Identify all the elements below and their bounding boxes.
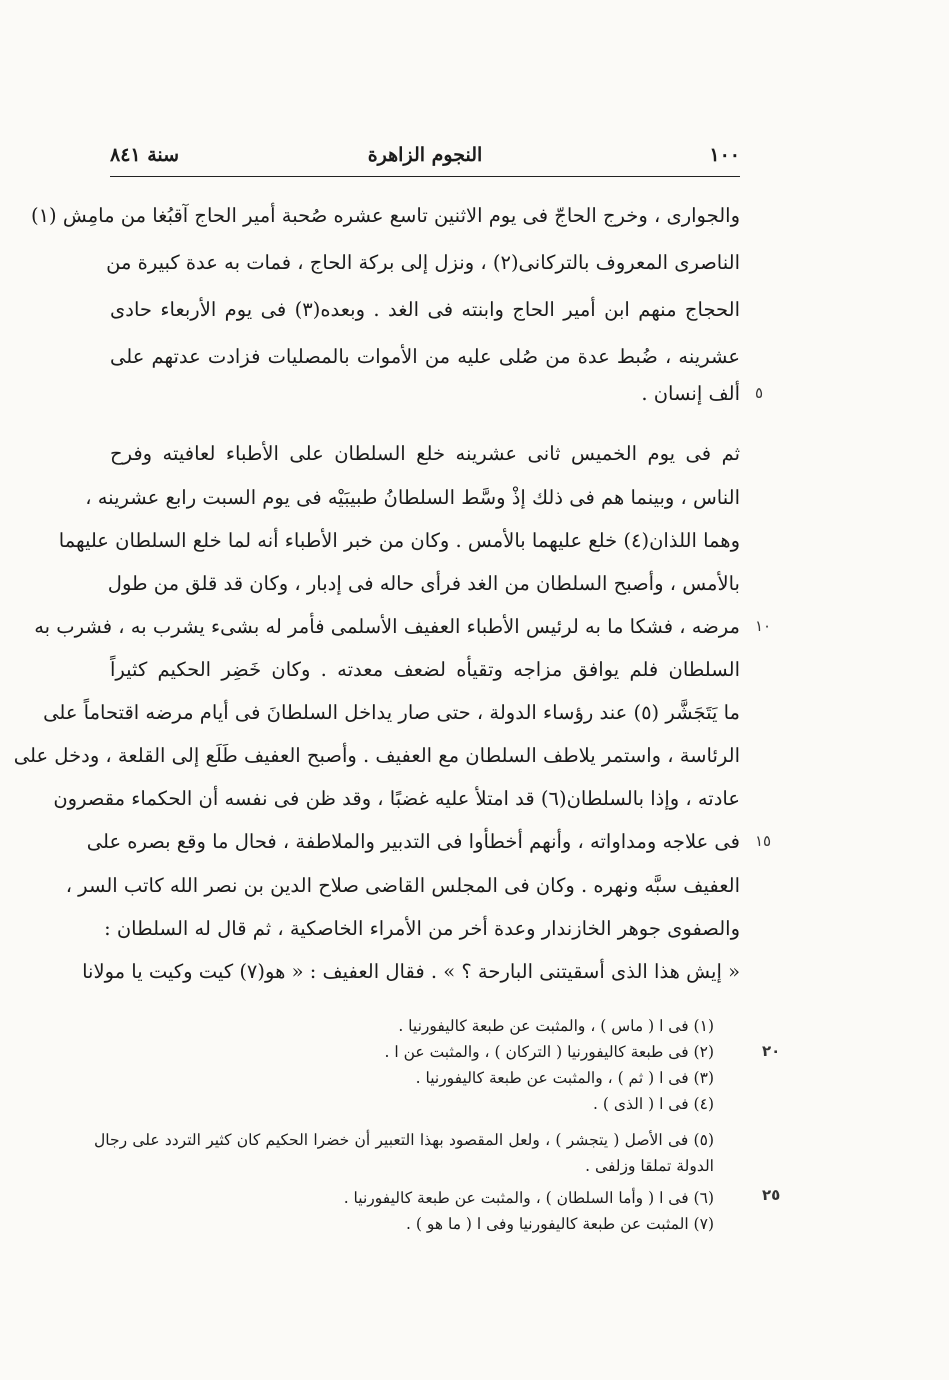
text-line: ألف إنسان . bbox=[641, 382, 740, 405]
footnote: (٧) المثبت عن طبعة كاليفورنيا وفى ا ( ما هو ) . bbox=[406, 1215, 714, 1233]
text-line: فى علاجه ومداواته ، وأنهم أخطأوا فى التدبير والملاطفة ، فحال ما وقع بصره على bbox=[86, 830, 740, 853]
text-line: والصفوى جوهر الخازندار وعدة أخر من الأمراء الخاصكية ، ثم قال له السلطان : bbox=[104, 917, 740, 940]
footnote: (١) فى ا ( ماس ) ، والمثبت عن طبعة كاليفورنيا . bbox=[398, 1017, 714, 1035]
text-line: الرئاسة ، واستمر يلاطف السلطان مع العفيف . وأصبح العفيف طَلَع إلى القلعة ، ودخل على bbox=[13, 744, 740, 767]
text-line: ثم فى يوم الخميس ثانى عشرينه خلع السلطان على الأطباء لعافيته وفرح bbox=[110, 442, 740, 465]
footnote: (٢) فى طبعة كاليفورنيا ( التركان ) ، والمثبت عن ا . bbox=[384, 1043, 714, 1061]
text-line: مرضه ، فشكا ما به لرئيس الأطباء العفيف الأسلمى فأمر له بشىء يشرب به ، فشرب به bbox=[34, 615, 740, 638]
header-rule bbox=[110, 176, 740, 177]
text-line: « إيش هذا الذى أسقيتنى البارحة ؟ » . فقال العفيف : « هو(٧) كيت وكيت يا مولانا bbox=[82, 960, 740, 983]
line-number-marker: ٥ bbox=[755, 384, 764, 402]
line-number-marker: ١٥ bbox=[755, 832, 772, 850]
header-year: سنة ٨٤١ bbox=[110, 144, 180, 166]
footnote-continuation: الدولة تملقا وزلفى . bbox=[585, 1157, 714, 1175]
footnote: (٥) فى الأصل ( يتجشر ) ، ولعل المقصود بهذا التعبير أن خضرا الحكيم كان كثير التردد على رجال bbox=[94, 1131, 714, 1149]
text-line: والجوارى ، وخرج الحاجّ فى يوم الاثنين تاسع عشره صُحبة أمير الحاج آقبُغا من مامِش (١) bbox=[30, 204, 740, 227]
book-title: النجوم الزاهرة bbox=[367, 144, 483, 166]
text-line: الناس ، وبينما هم فى ذلك إذْ وسَّط السلطانُ طبيبَيْه فى يوم السبت رابع عشرينه ، bbox=[85, 486, 740, 509]
text-line: العفيف سبَّه ونهره . وكان فى المجلس القاضى صلاح الدين بن نصر الله كاتب السر ، bbox=[65, 874, 740, 897]
text-line: عادته ، وإذا بالسلطان(٦) قد امتلأ عليه غضبًا ، وقد ظن فى نفسه أن الحكماء مقصرون bbox=[53, 787, 740, 810]
running-header bbox=[110, 140, 740, 176]
footnote: (٦) فى ا ( وأما السلطان ) ، والمثبت عن طبعة كاليفورنيا . bbox=[343, 1189, 714, 1207]
footnote-line-marker: ٢٥ bbox=[762, 1186, 781, 1204]
page-number: ١٠٠ bbox=[709, 144, 740, 166]
text-line: عشرينه ، ضُبط عدة من صُلى عليه من الأموات بالمصليات فزادت عدتهم على bbox=[110, 345, 740, 368]
text-line: السلطان فلم يوافق مزاجه وتقيأه لضعف معدته . وكان خَضِر الحكيم كثيراً bbox=[110, 658, 740, 681]
text-line: بالأمس ، وأصبح السلطان من الغد فرأى حاله فى إدبار ، وكان قد قلق من طول bbox=[107, 572, 740, 595]
text-line: الحجاج منهم ابن أمير الحاج وابنته فى الغد . وبعده(٣) فى يوم الأربعاء حادى bbox=[110, 298, 740, 321]
footnote: (٤) فى ا ( الذى ) . bbox=[593, 1095, 714, 1113]
footnote: (٣) فى ا ( ثم ) ، والمثبت عن طبعة كاليفورنيا . bbox=[415, 1069, 714, 1087]
text-line: الناصرى المعروف بالتركانى(٢) ، ونزل إلى بركة الحاج ، فمات به عدة كبيرة من bbox=[106, 251, 740, 274]
line-number-marker: ١٠ bbox=[755, 617, 772, 635]
text-line: وهما اللذان(٤) خلع عليهما بالأمس . وكان من خبر الأطباء أنه لما خلع السلطان عليهما bbox=[58, 529, 740, 552]
footnote-line-marker: ٢٠ bbox=[762, 1042, 781, 1060]
text-line: ما يَتَجَشَّر (٥) عند رؤساء الدولة ، حتى صار يداخل السلطانَ فى أيام مرضه اقتحاماً على bbox=[43, 701, 740, 724]
